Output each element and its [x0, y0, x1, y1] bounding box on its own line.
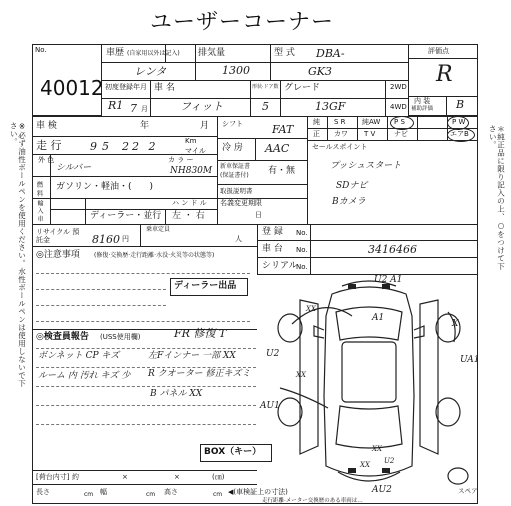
- capacity-label: 形状·ドア数: [252, 84, 279, 90]
- fuel-label: 燃 料: [35, 181, 44, 197]
- equip-header-1: 純: [313, 118, 320, 126]
- equip-circle-ps: [390, 116, 414, 130]
- sheet-number-label: No.: [35, 46, 47, 54]
- mileage-value: 22 2: [122, 140, 159, 153]
- rating-value: R: [436, 62, 453, 87]
- notes-title: ◎注意事項: [36, 250, 80, 260]
- displacement-label: 排気量: [198, 48, 226, 58]
- handle-label: ハ ン ド ル: [172, 199, 207, 207]
- record-label: 新車保証書: [220, 163, 251, 170]
- cargo-label: [荷台内寸]: [36, 473, 70, 481]
- diag-mark-a1: A1: [372, 313, 385, 323]
- bottom-note: 走行距離·メーター交換歴のある車両は…: [262, 498, 363, 504]
- diag-mark-u2a1: U2 A1: [374, 275, 403, 285]
- equip-header-7: カワ: [334, 130, 348, 138]
- vehicle-dims-label: ◀(車検証上の寸法): [228, 488, 288, 496]
- report-title: ◎検査員報告: [36, 332, 89, 342]
- km-unit: Km: [185, 137, 197, 145]
- first-reg-year: R1: [108, 99, 124, 112]
- first-reg-month-unit: 月: [141, 105, 148, 113]
- model-label: 型 式: [274, 48, 295, 58]
- rating-label: 評価点: [428, 47, 449, 55]
- height-label: 高さ: [164, 488, 178, 496]
- grade-value: 13GF: [315, 100, 346, 113]
- equip-header-2: S R: [334, 118, 346, 126]
- sales-point-3: Bカメラ: [332, 197, 366, 207]
- model-prefix: DBA-: [316, 47, 345, 60]
- color-no-label: カ ラ ー: [168, 156, 194, 164]
- equip-header-6: 正: [313, 130, 320, 138]
- left-right: 左 ・ 右: [172, 211, 205, 221]
- report-line-2: ボンネット CP キズ: [38, 351, 120, 361]
- first-reg-month: 7: [130, 102, 137, 115]
- displacement-value: 1300: [222, 64, 250, 77]
- diag-mark-u2-side: U2: [266, 349, 280, 359]
- sales-points-label: セールスポイント: [312, 143, 368, 151]
- report-line-5: R クオーター 修正キズミ: [148, 369, 251, 379]
- report-line-6: B パネル XX: [150, 389, 203, 399]
- drive-2wd: 2WD: [390, 83, 407, 91]
- inspection-label: 車 検: [36, 121, 57, 131]
- equip-header-4: P S: [394, 118, 405, 126]
- page-title: ユーザーコーナー: [150, 10, 335, 35]
- history-label: 車歴: [106, 48, 125, 58]
- mileage-label: 走 行: [36, 139, 62, 152]
- serial-no: No.: [296, 263, 308, 271]
- color-code-value: NH830M: [170, 166, 213, 176]
- left-side-note: ※必ず油性ボールペンを使用ください。水性ボールペンは使用しないで下さい。: [9, 122, 27, 388]
- equip-header-3: 純AW: [362, 118, 381, 126]
- recycle-unit: 円: [122, 235, 129, 243]
- diag-mark-ua1: UA1: [460, 355, 480, 365]
- interior-label: 内 装: [414, 97, 431, 105]
- serial-label: シリアル: [262, 261, 298, 271]
- chassis-label: 車 台: [262, 244, 283, 254]
- seats-unit: 人: [235, 235, 242, 243]
- name-change-day: 日: [255, 211, 262, 219]
- report-line-1: FR 修復 T: [174, 327, 227, 340]
- report-subtitle: (USS使用欄): [100, 333, 141, 341]
- sheet-number: 40012: [40, 76, 104, 100]
- report-line-3: 左Fインナー 一部 XX: [148, 351, 236, 361]
- notes-subtitle: (修復·交換歴·走行距離·水没·火災等の状態等): [94, 252, 215, 259]
- car-name-value: フィット: [180, 100, 224, 113]
- diag-mark-au1: AU1: [260, 401, 280, 411]
- diag-mark-x-right: X: [452, 319, 459, 329]
- first-reg-label: 初度登録年月: [105, 83, 147, 91]
- inspection-year-value: 9: [90, 140, 97, 153]
- fuel-options: ガソリン・軽油・( ): [56, 182, 154, 192]
- history-value: レンタ: [134, 65, 167, 78]
- manual-label: 取扱説明書: [220, 187, 253, 195]
- cargo-about: 約: [72, 473, 79, 481]
- register-label: 登 録: [262, 227, 283, 237]
- diag-mark-xx-roof: XX: [296, 371, 306, 379]
- ac-value: AAC: [265, 142, 290, 155]
- inspection-month-value: 5: [102, 140, 109, 153]
- cargo-unit: (㎝): [212, 473, 225, 481]
- shift-label: シフト: [222, 120, 243, 128]
- recycle-label: リサイクル 預託金: [36, 228, 80, 245]
- length-unit: cm: [84, 491, 94, 498]
- shift-value: FAT: [272, 123, 294, 136]
- sales-point-2: SDナビ: [336, 181, 368, 191]
- height-unit: cm: [213, 491, 223, 498]
- diag-mark-au2: AU2: [372, 485, 392, 495]
- equip-circle-airb: [447, 128, 475, 142]
- ac-label: 冷 房: [222, 143, 243, 153]
- import-label: 輸 入 車: [36, 200, 43, 222]
- recycle-value: 8160: [92, 233, 120, 246]
- record-sub-label: (保証書付): [220, 172, 249, 179]
- record-options: 有・無: [268, 166, 296, 176]
- exterior-color-value: シルバー: [56, 163, 92, 173]
- dealer-listing-label: ディーラー出品: [174, 281, 237, 291]
- miles-unit: マイル: [185, 147, 206, 155]
- report-line-4: ルーム 内 汚れ キズ 少: [38, 371, 131, 381]
- equip-header-10: エアB: [450, 130, 469, 138]
- spare-label: スペア: [458, 487, 478, 495]
- grade-label: グレード: [284, 83, 321, 93]
- seats-label: 乗車定員: [146, 226, 171, 233]
- exterior-color-label: 外 色: [38, 156, 55, 164]
- right-side-note: ＊純正品に限り記入の上、○をつけて下さい。: [488, 125, 506, 271]
- dealer-parallel: ディーラー・並行: [90, 211, 162, 221]
- diag-mark-xx-left: XX: [306, 305, 316, 313]
- chassis-value: 3416466: [368, 243, 417, 256]
- cargo-x1: ×: [122, 473, 128, 481]
- chassis-no: No.: [296, 246, 308, 254]
- drive-4wd: 4WD: [390, 103, 407, 111]
- diag-mark-xx-bottom: XX: [360, 461, 370, 469]
- width-label: 幅: [100, 488, 107, 496]
- interior-value: B: [456, 98, 465, 111]
- equip-header-9: ナビ: [394, 130, 408, 138]
- model-value: GK3: [308, 65, 333, 78]
- diag-mark-u2-bottom: U2: [384, 457, 395, 465]
- interior-sub-label: 補助評価: [411, 106, 434, 112]
- inspection-month-unit: 月: [200, 121, 210, 131]
- equip-header-8: T V: [364, 130, 376, 138]
- diag-mark-xx-rear: XX: [372, 445, 382, 453]
- length-label: 長さ: [36, 488, 50, 496]
- cargo-x2: ×: [174, 473, 180, 481]
- box-key-label: BOX（キー）: [204, 447, 262, 457]
- doors-value: 5: [262, 100, 269, 113]
- history-note: (自家用以外は記入): [127, 50, 180, 57]
- inspection-year-unit: 年: [140, 121, 150, 131]
- sales-point-1: プッシュスタート: [330, 161, 402, 171]
- name-change-label: 名義変更期限: [220, 199, 262, 207]
- width-unit: cm: [146, 491, 156, 498]
- car-name-label: 車 名: [154, 83, 175, 93]
- equip-header-5: P W: [452, 118, 466, 126]
- register-no: No.: [296, 229, 308, 237]
